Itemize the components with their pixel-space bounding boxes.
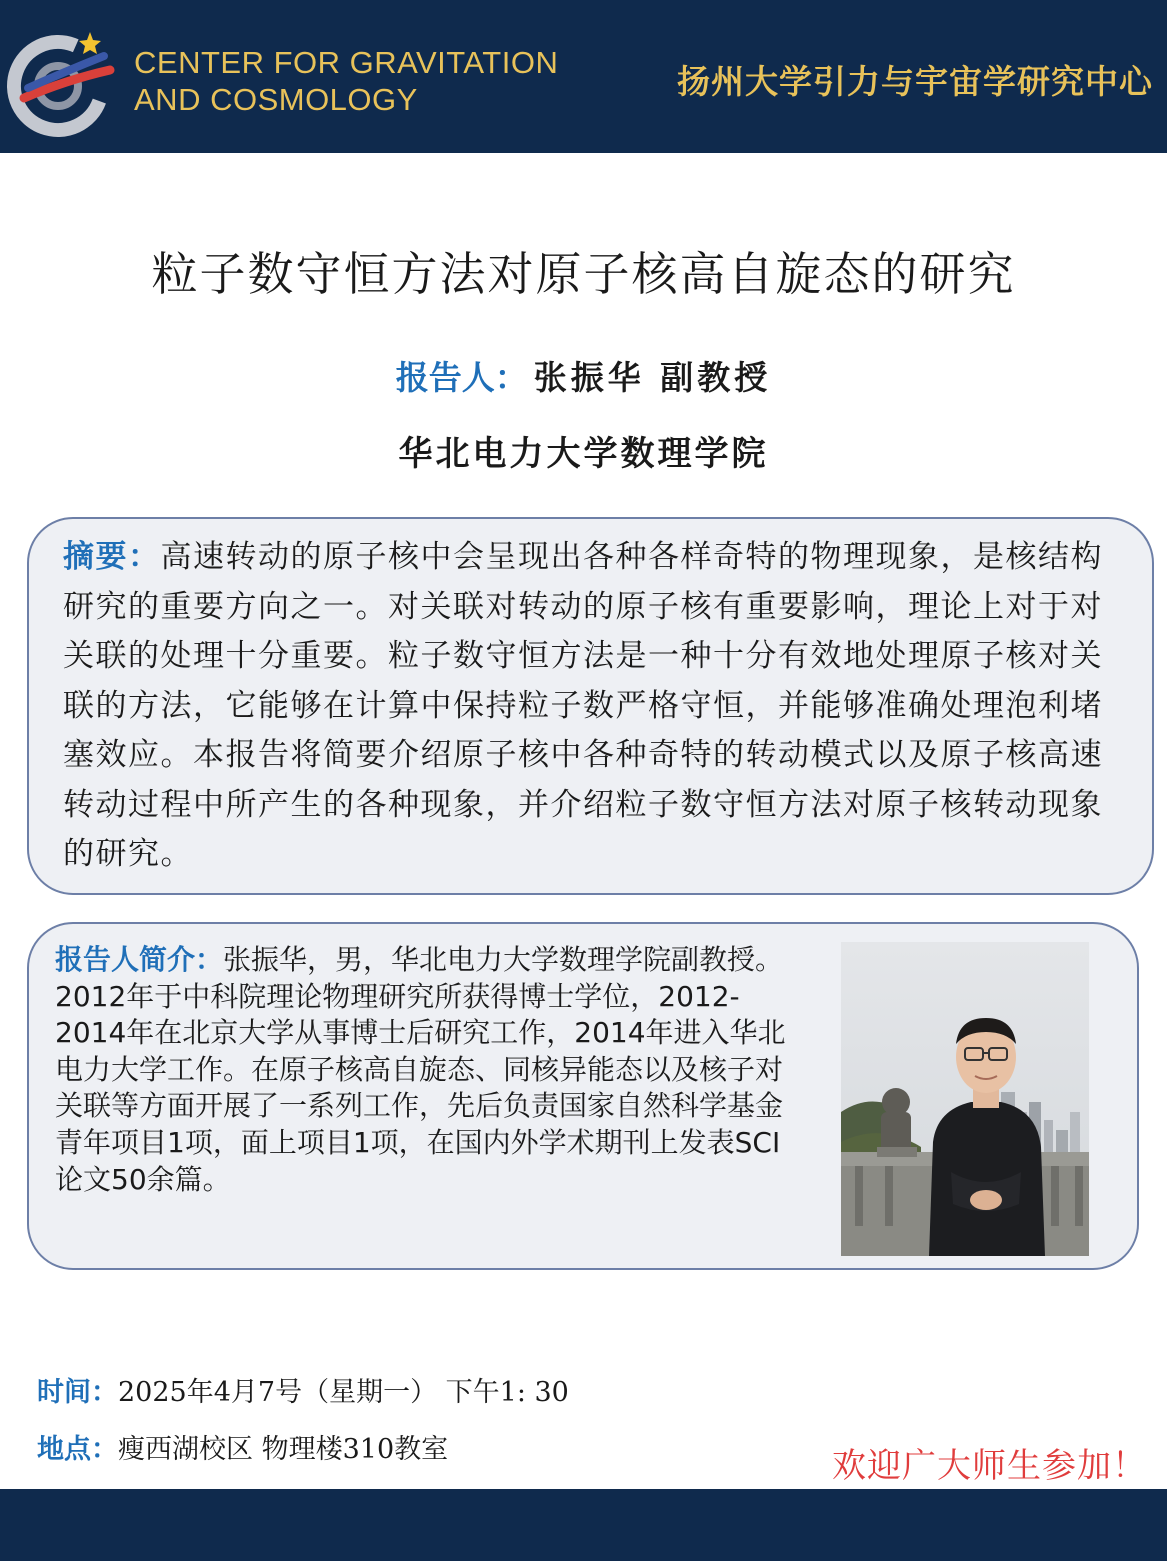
bio-body: 张振华，男，华北电力大学数理学院副教授。2012年于中科院理论物理研究所获得博士学位，2012-2014年在北京大学从事博士后研究工作，2014年进入华北电力大学工作。在原子核高自旋态、同核异能态以及核子对关联等方面开展了一系列工作，先后负责国家自然科学基金青年项目1项，面上项目1项，在国内外学术期刊上发表SCI论文50余篇。 bbox=[55, 943, 786, 1196]
center-name-cn: 扬州大学引力与宇宙学研究中心 bbox=[677, 62, 1153, 101]
center-name-en bbox=[134, 44, 558, 118]
place-label: 地点： bbox=[37, 1434, 118, 1465]
speaker-photo bbox=[841, 942, 1089, 1256]
header-banner bbox=[0, 0, 1167, 153]
abstract-body: 高速转动的原子核中会呈现出各种各样奇特的物理现象，是核结构研究的重要方向之一。对关联对转动的原子核有重要影响，理论上对于对关联的处理十分重要。粒子数守恒方法是一种十分有效地处理原子核对关联的方法，它能够在计算中保持粒子数严格守恒，并能够准确处理泡利堵塞效应。本报告将简要介绍原子核中各种奇特的转动模式以及原子核高速转动过程中所产生的各种现象，并介绍粒子数守恒方法对原子核转动现象的研究。 bbox=[63, 539, 1103, 872]
speaker-affiliation: 华北电力大学数理学院 bbox=[398, 434, 769, 474]
event-place bbox=[37, 1427, 448, 1466]
bio-text bbox=[55, 942, 807, 1198]
footer-banner bbox=[0, 1489, 1167, 1561]
event-time bbox=[37, 1370, 569, 1409]
welcome-message: 欢迎广大师生参加！ bbox=[832, 1446, 1147, 1486]
speaker-label: 报告人： bbox=[395, 358, 528, 397]
center-logo-icon bbox=[6, 26, 118, 138]
abstract-box bbox=[27, 517, 1154, 895]
center-name-line1: CENTER FOR GRAVITATION bbox=[134, 45, 559, 80]
abstract-label: 摘要： bbox=[63, 539, 161, 575]
place-value: 瘦西湖校区 物理楼310教室 bbox=[118, 1434, 449, 1465]
time-value: 2025年4月7号（星期一） 下午1: 30 bbox=[118, 1377, 569, 1408]
speaker-name: 张振华 副教授 bbox=[533, 358, 772, 397]
time-label: 时间： bbox=[37, 1377, 118, 1408]
talk-title: 粒子数守恒方法对原子核高自旋态的研究 bbox=[151, 247, 1016, 301]
center-name-line2: AND COSMOLOGY bbox=[134, 82, 418, 117]
abstract-text bbox=[63, 533, 1123, 880]
bio-label: 报告人简介： bbox=[55, 943, 224, 976]
speaker-line bbox=[0, 352, 1167, 399]
